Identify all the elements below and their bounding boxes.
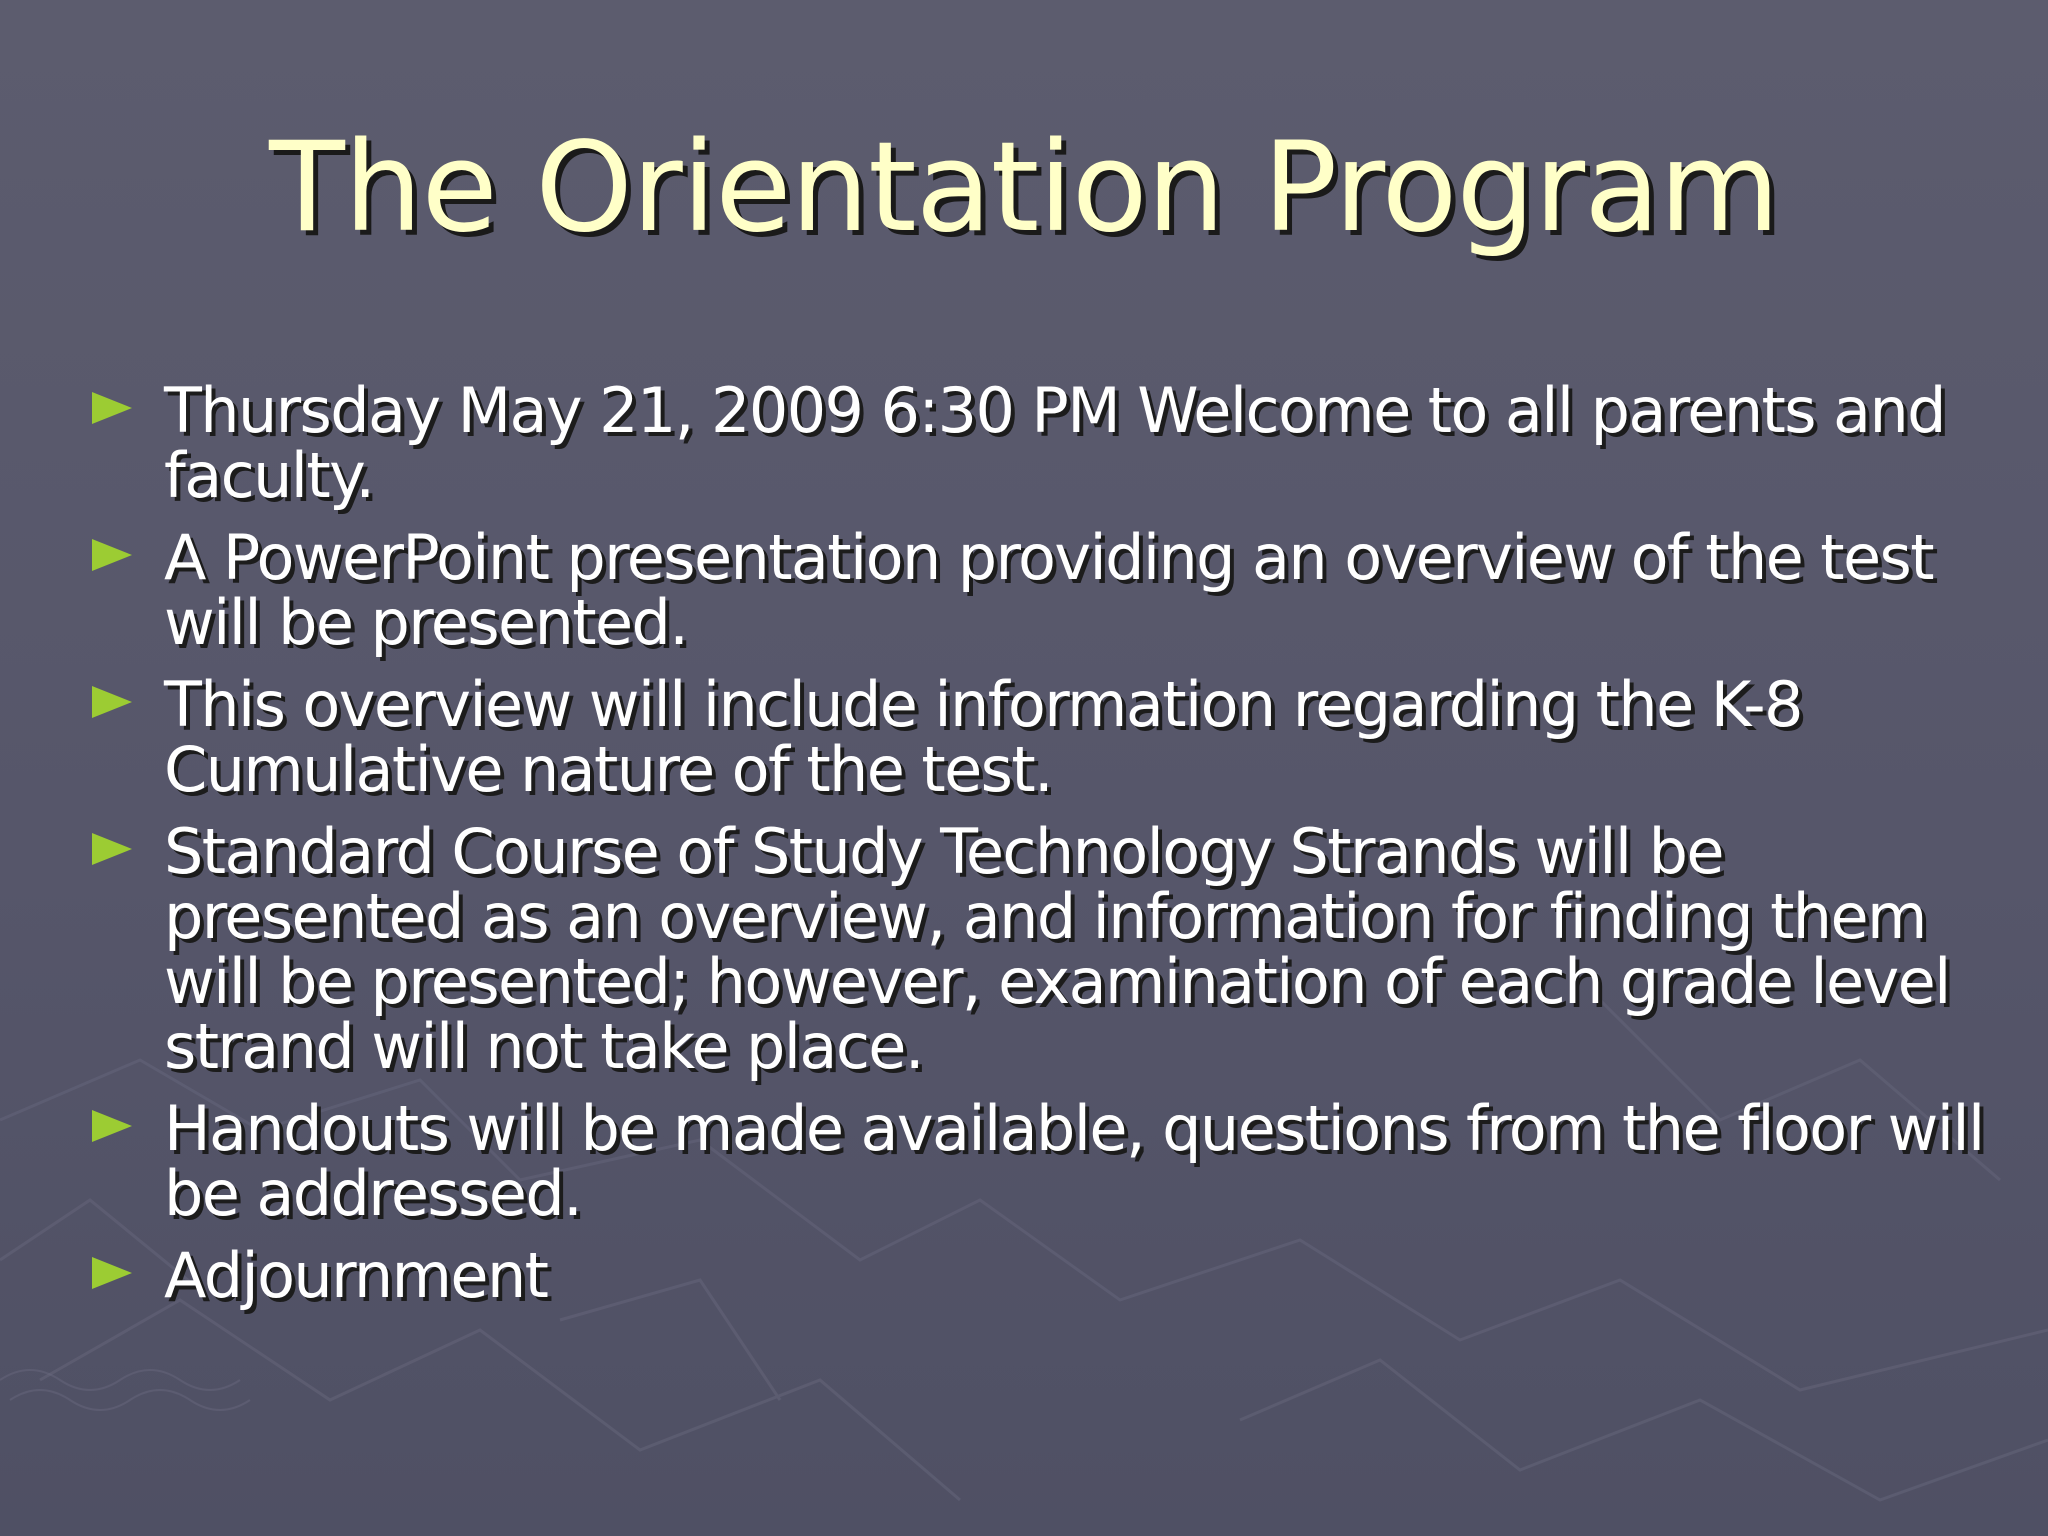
triangle-bullet-icon (92, 392, 132, 424)
bullet-text: A PowerPoint presentation providing an overview of the test will be presented. (164, 521, 1933, 659)
triangle-bullet-icon (92, 833, 132, 865)
bullet-item (92, 668, 1992, 806)
bullet-item (92, 1239, 1992, 1312)
triangle-bullet-icon (92, 539, 132, 571)
triangle-bullet-icon (92, 686, 132, 718)
bullet-text: Adjournment (164, 1239, 548, 1312)
bullet-item (92, 521, 1992, 659)
bullet-item (92, 1092, 1992, 1230)
triangle-bullet-icon (92, 1257, 132, 1289)
bullet-list (92, 374, 1992, 1325)
bullet-text: Standard Course of Study Technology Strands will be presented as an overview, and information for finding them will be presented; however, examination of each grade level strand will not take place. (164, 815, 1950, 1083)
bullet-text: Thursday May 21, 2009 6:30 PM Welcome to all parents and faculty. (164, 374, 1945, 512)
bullet-item (92, 815, 1992, 1083)
triangle-bullet-icon (92, 1110, 132, 1142)
bullet-text: This overview will include information regarding the K-8 Cumulative nature of the test. (164, 668, 1802, 806)
bullet-text: Handouts will be made available, questions from the floor will be addressed. (164, 1092, 1984, 1230)
bullet-item (92, 374, 1992, 512)
slide-title: The Orientation Program (269, 116, 1779, 260)
